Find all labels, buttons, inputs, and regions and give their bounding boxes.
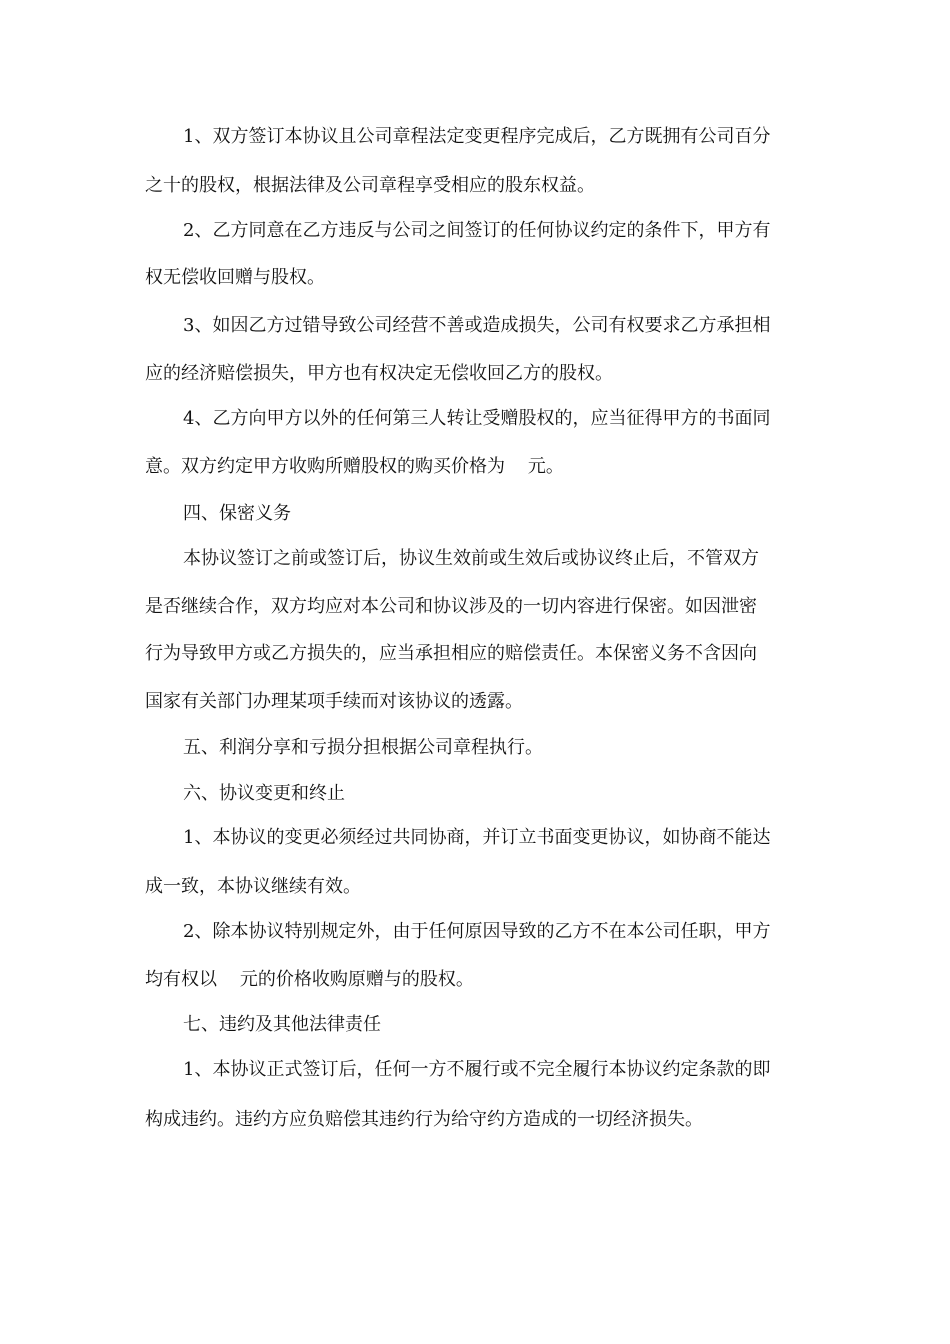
clause-3-2-line-2: 权无偿收回赠与股权。	[145, 267, 325, 288]
section-5-heading: 五、利润分享和亏损分担根据公司章程执行。	[183, 737, 543, 758]
clause-3-2-line-1: 2、乙方同意在乙方违反与公司之间签订的任何协议约定的条件下，甲方有	[183, 220, 771, 241]
section-4-para-line-3: 行为导致甲方或乙方损失的，应当承担相应的赔偿责任。本保密义务不含因向	[145, 643, 757, 664]
clause-6-1-line-2: 成一致，本协议继续有效。	[145, 876, 361, 897]
section-6-heading: 六、协议变更和终止	[183, 783, 345, 804]
section-4-para-line-4: 国家有关部门办理某项手续而对该协议的透露。	[145, 691, 523, 712]
clause-3-3-line-1: 3、如因乙方过错导致公司经营不善或造成损失，公司有权要求乙方承担相	[183, 315, 771, 336]
clause-3-1-line-1: 1、双方签订本协议且公司章程法定变更程序完成后，乙方既拥有公司百分	[183, 126, 771, 147]
clause-7-1-line-1: 1、本协议正式签订后，任何一方不履行或不完全履行本协议约定条款的即	[183, 1059, 771, 1080]
clause-3-4-line-1: 4、乙方向甲方以外的任何第三人转让受赠股权的，应当征得甲方的书面同	[183, 408, 771, 429]
section-4-para-line-2: 是否继续合作，双方均应对本公司和协议涉及的一切内容进行保密。如因泄密	[145, 596, 757, 617]
clause-3-3-line-2: 应的经济赔偿损失，甲方也有权决定无偿收回乙方的股权。	[145, 363, 613, 384]
clause-7-1-line-2: 构成违约。违约方应负赔偿其违约行为给守约方造成的一切经济损失。	[145, 1109, 703, 1130]
section-7-heading: 七、违约及其他法律责任	[183, 1014, 381, 1035]
clause-3-4-line-2: 意。双方约定甲方收购所赠股权的购买价格为 元。	[145, 456, 564, 477]
clause-6-2-line-1: 2、除本协议特别规定外，由于任何原因导致的乙方不在本公司任职，甲方	[183, 921, 771, 942]
clause-3-1-line-2: 之十的股权，根据法律及公司章程享受相应的股东权益。	[145, 175, 595, 196]
clause-6-1-line-1: 1、本协议的变更必须经过共同协商，并订立书面变更协议，如协商不能达	[183, 827, 771, 848]
section-4-para-line-1: 本协议签订之前或签订后，协议生效前或生效后或协议终止后，不管双方	[183, 548, 759, 569]
clause-6-2-line-2: 均有权以 元的价格收购原赠与的股权。	[145, 969, 474, 990]
section-4-heading: 四、保密义务	[183, 503, 291, 524]
